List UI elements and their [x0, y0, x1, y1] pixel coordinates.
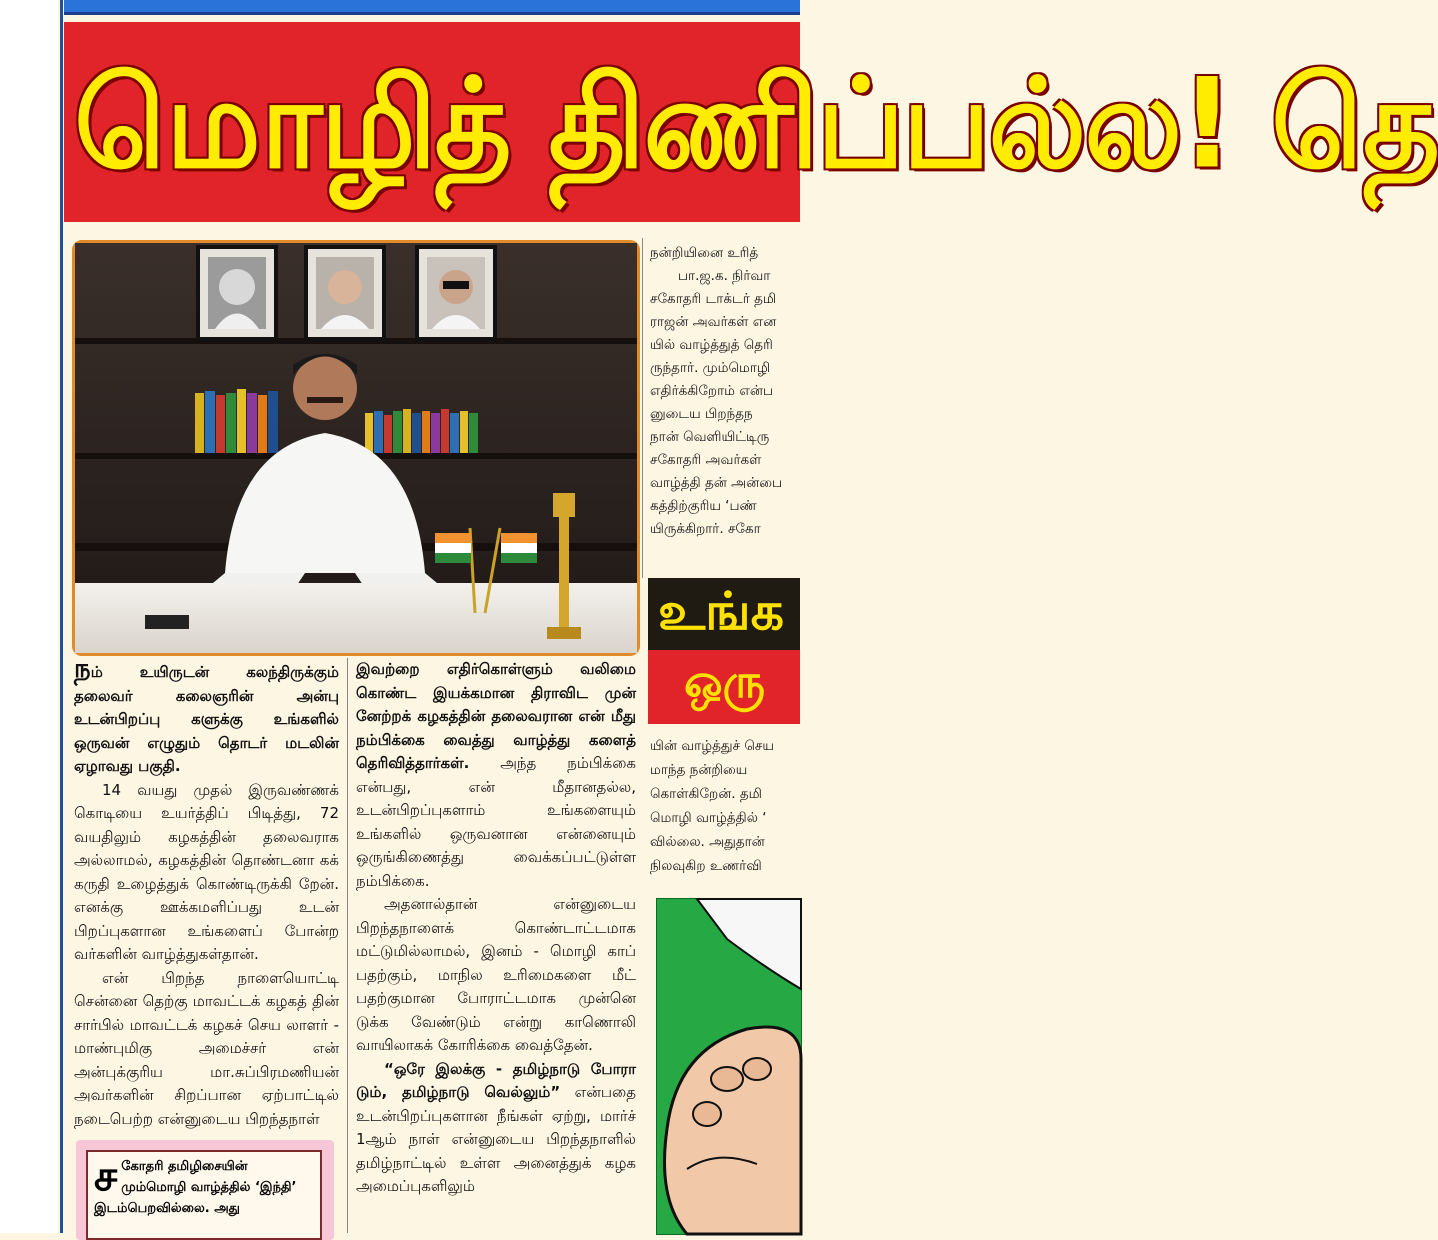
- text-line: கொள்கிறேன். தமி: [650, 786, 762, 802]
- article-paragraph: அதனால்தான் என்னுடைய பிறந்தநாளைக் கொண்டாட்டமாக மட்டுமில்லாமல், இனம் - மொழி காப் பதற்கும், மாநில உரிமைகளை மீட் பதற்குமான போராட்டமாக முன்னெ டுக்க வேண்டும் என்று காணொலி வாயிலாகக் கோரிக்கை வைத்தேன்.: [356, 895, 636, 1054]
- article-paragraph: [356, 658, 636, 893]
- article-column-middle: [356, 658, 636, 1199]
- text-line: யிருக்கிறார். சகோ: [650, 521, 761, 537]
- text-line: நன்றியினை உரித்: [650, 245, 759, 261]
- article-column-right-bottom: [650, 734, 810, 878]
- text-line: சகோதரி டாக்டர் தமி: [650, 291, 777, 307]
- side-headline-bottom: [648, 650, 800, 724]
- cartoon-illustration: [656, 898, 802, 1235]
- text-line: ராஜன் அவர்கள் என: [650, 314, 777, 330]
- text-line: நிலவுகிற உணர்வி: [650, 858, 762, 874]
- intro-dropcap: ந: [74, 654, 91, 684]
- text-line: ருந்தார். மும்மொழி: [650, 360, 771, 376]
- portrait-frame-2: [306, 247, 384, 339]
- bold-run: இவற்றை எதிர்கொள்ளும் வலிமை கொண்ட இயக்கமான திராவிட முன் னேற்றக் கழகத்தின் தலைவரான என் மீது நம்பிக்கை வைத்து வாழ்த்து களைத் தெரிவித்தார்கள்.: [356, 660, 636, 772]
- headline-banner: [64, 22, 1438, 222]
- text-line: வாழ்த்தி தன் அன்பை: [650, 475, 783, 491]
- headline-title: மொழித் திணிப்பல்ல! தெ: [74, 51, 1438, 196]
- article-column-right-top: [650, 242, 810, 541]
- portrait-frame-3: [417, 247, 495, 339]
- page-margin: [0, 0, 58, 1233]
- article-paragraph: [356, 1058, 636, 1199]
- pull-quote: [86, 1150, 322, 1240]
- slogan-quote: “ஒரே இலக்கு - தமிழ்நாடு போரா டும், தமிழ்நாடு வெல்லும்”: [356, 1059, 636, 1101]
- article-intro: [74, 654, 339, 779]
- text-line: யின் வாழ்த்துச் செய: [650, 738, 774, 754]
- column-divider: [347, 658, 348, 1233]
- side-headline-line1: உங்க: [658, 582, 784, 642]
- leader-photo: [72, 240, 640, 656]
- portrait-frame-1: [198, 247, 276, 339]
- article-paragraph: 14 வயது முதல் இருவண்ணக் கொடியை உயர்த்திப் பிடித்து, 72 வயதிலும் கழகத்தின் தலைவராக அல்லாமல், கழகத்தின் தொண்டனா கக் கருதி உழைத்துக் கொண்டிருக்கி றேன். எனக்கு ஊக்கமளிப்பது உடன் பிறப்புகளான உங்களைப் போன்ற வர்களின் வாழ்த்துகள்தான்.: [74, 780, 339, 963]
- text-line: நான் வெளியிட்டிரு: [650, 429, 770, 445]
- text-line: கத்திற்குரிய ‘பண்: [650, 498, 757, 514]
- intro-text: ம் உயிருடன் கலந்திருக்கும் தலைவர் கலைஞரின் அன்பு உடன்பிறப்பு களுக்கு உங்களில் ஒருவன் எழுதும் தொடர் மடலின் ஏழாவது பகுதி.: [74, 663, 339, 775]
- text-line: மொழி வாழ்த்தில் ‘: [650, 810, 767, 826]
- text-line: வில்லை. அதுதான்: [650, 834, 765, 850]
- column-divider: [642, 238, 643, 578]
- side-headline-top: [648, 578, 800, 650]
- side-headline-line2: ஒரு: [684, 654, 766, 708]
- text-line: யில் வாழ்த்துத் தெரி: [650, 337, 773, 353]
- article-column-left: [74, 654, 339, 1131]
- text-line: சகோதரி அவர்கள்: [650, 452, 762, 468]
- pull-quote-dropcap: ச: [94, 1151, 118, 1200]
- top-color-strip: [64, 0, 800, 15]
- text-run: அந்த நம்பிக்கை என்பது, என் மீதானதல்ல, உடன்பிறப்புகளாம் உங்களையும் உங்களில் ஒருவனான என்னையும் ஒருங்கிணைத்து வைக்கப்பட்டுள்ள நம்பிக்கை.: [356, 754, 636, 890]
- text-line: மாந்த நன்றியை: [650, 762, 748, 778]
- article-paragraph: என் பிறந்த நாளையொட்டி சென்னை தெற்கு மாவட்டக் கழகத் தின் சார்பில் மாவட்டக் கழகச் செய லாளர் - மாண்புமிகு அமைச்சர் என் அன்புக்குரிய மா.சுப்பிரமணியன் அவர்களின் சிறப்பான ஏற்பாட்டில் நடைபெற்ற என்னுடைய பிறந்தநாள்: [74, 968, 339, 1128]
- text-line: எதிர்க்கிறோம் என்ப: [650, 383, 773, 399]
- text-line: னுடைய பிறந்தந: [650, 406, 753, 422]
- text-run: என்பதை உடன்பிறப்புகளான நீங்கள் ஏற்று, மார்ச் 1ஆம் நாள் என்னுடைய பிறந்தநாளில் தமிழ்நாட்டில் உள்ள அனைத்துக் கழக அமைப்புகளிலும்: [356, 1083, 636, 1195]
- text-line: பா.ஜ.க. நிர்வா: [678, 268, 771, 284]
- pull-quote-text: கோதரி தமிழிசையின் மும்மொழி வாழ்த்தில் ‘இந்தி’ இடம்பெறவில்லை. அது: [94, 1159, 297, 1216]
- pull-quote-box: [76, 1140, 334, 1240]
- margin-rule: [60, 0, 63, 1233]
